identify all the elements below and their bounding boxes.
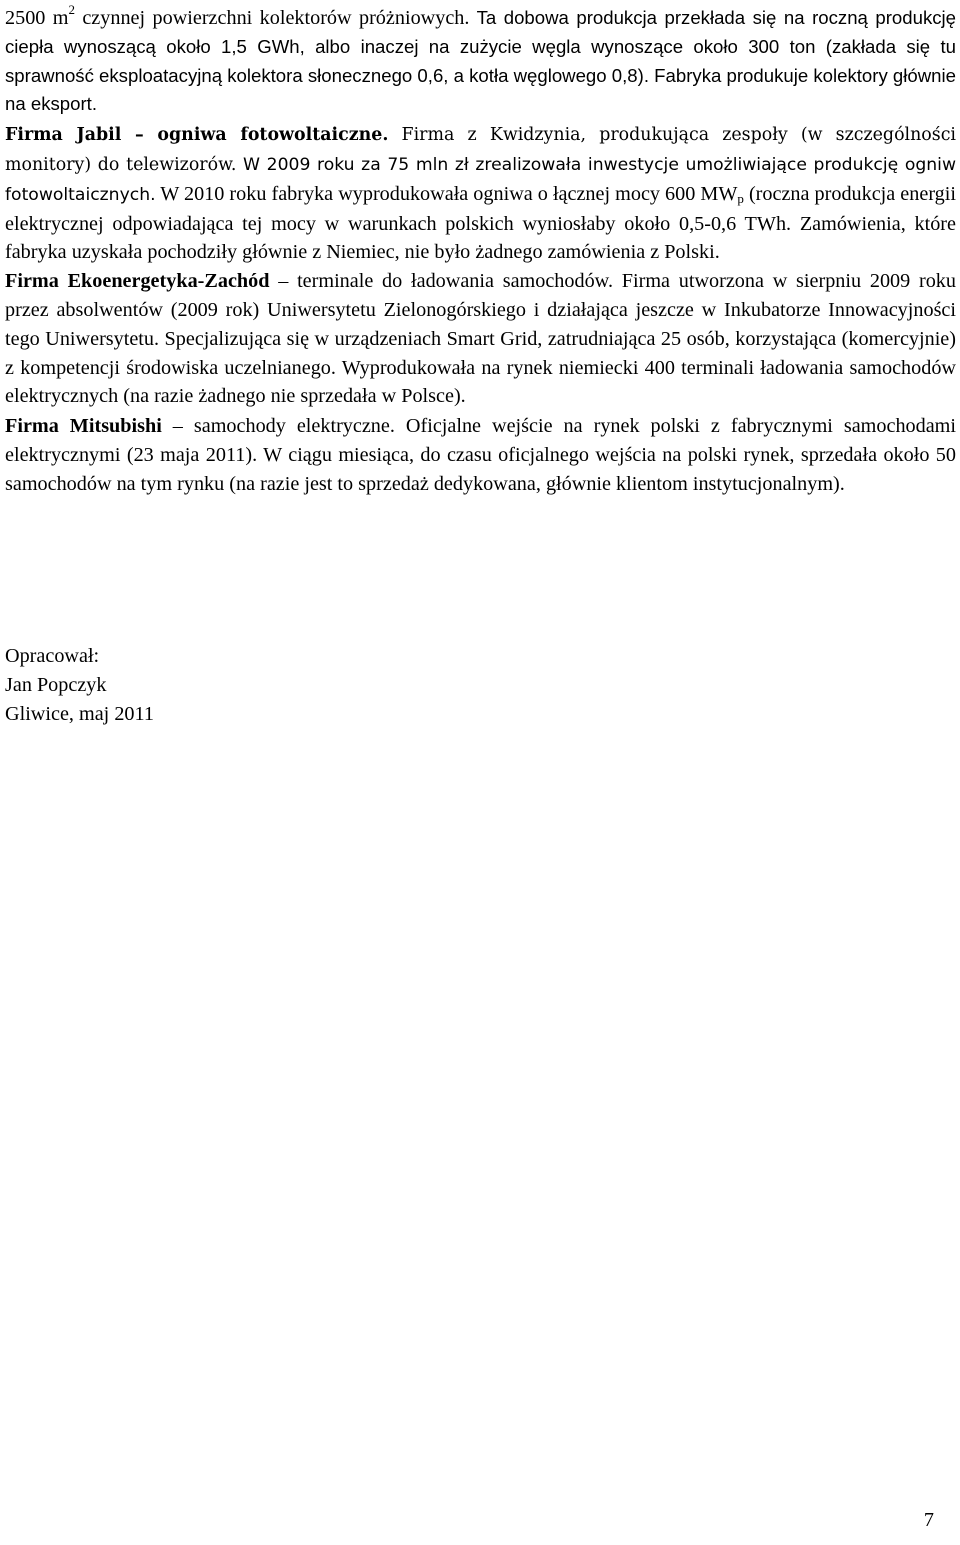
p4-dash: – samochody elektryczne. (161, 415, 395, 438)
paragraph-ekoenergetyka (5, 267, 956, 411)
p2-rest-a: W 2010 roku fabryka wyprodukowała ogniwa o łącznej mocy 600 MW (155, 182, 738, 205)
p1-pre: 2500 m (5, 7, 69, 29)
p4-rest: Oficjalne wejście na rynek polski z fabrycznymi samochodami elektrycznymi (23 maja 2011). W ciągu miesiąca, do czasu oficjalnego wejścia na polski rynek, sprzedała około 50 samochodów na tym rynku (na razie jest to sprzedaż dedykowana, głównie klientom instytucjonalnym). (5, 415, 956, 495)
signature-author: Jan Popczyk (5, 673, 107, 696)
signature-label: Opracował: (5, 645, 100, 667)
paragraph-mitsubishi (5, 412, 956, 498)
p1-lead: czynnej powierzchni kolektorów próżniowych. (74, 7, 470, 29)
p1-superscript: 2 (68, 2, 75, 17)
p2-mid: W 2009 roku za 75 mln zł zrealizowała inwestycje umożliwiające produkcję ogniw fotowoltaicznych. (5, 154, 957, 205)
p3-heading: Firma Ekoenergetyka-Zachód (5, 270, 270, 293)
signature-place-date: Gliwice, maj 2011 (5, 702, 154, 725)
p1-rest: Ta dobowa produkcja przekłada się na roczną produkcję ciepła wynoszącą około 1,5 GWh, albo inaczej na zużycie węgla wynoszące około 300 ton (zakłada się tu sprawność eksploatacyjną kolektora słonecznego 0,6, a kotła węglowego 0,8). Fabryka produkuje kolektory głównie na eksport. (5, 7, 957, 115)
p4-heading: Firma Mitsubishi (5, 415, 162, 438)
signature-block (5, 642, 154, 728)
p2-lead: Firma z Kwidzynia, produkująca zespoły (w szczególności monitory) do telewizorów. (5, 125, 956, 175)
p3-rest: Firma utworzona w sierpniu 2009 roku przez absolwentów (2009 rok) Uniwersytetu Zielonogórskiego i działająca jeszcze w Inkubatorze Innowacyjności tego Uniwersytetu. Specjalizująca się w urządzeniach Smart Grid, zatrudniająca 25 osób, korzystająca (komercyjnie) z kompetencji środowiska uczelnianego. Wyprodukowała na rynek niemiecki 400 terminali ładowania samochodów elektrycznych (na razie żadnego nie sprzedała w Polsce). (5, 270, 956, 408)
p3-dash: – terminale do ładowania samochodów. (269, 270, 613, 293)
page-number: 7 (923, 1509, 934, 1531)
document-page (5, 0, 957, 725)
p2-rest-b: (roczna produkcja energii elektrycznej odpowiadająca tej mocy w warunkach polskich wyniosłaby około 0,5-0,6 TWh. Zamówienia, które fabryka uzyskała pochodziły głównie z Niemiec, nie było żadnego zamówienia z Polski. (5, 182, 956, 264)
paragraph-jabil (5, 120, 956, 267)
paragraph-solar-collectors (5, 0, 956, 119)
p2-subscript: p (737, 190, 744, 206)
p2-heading: Firma Jabil – ogniwa fotowoltaiczne. (5, 125, 389, 146)
